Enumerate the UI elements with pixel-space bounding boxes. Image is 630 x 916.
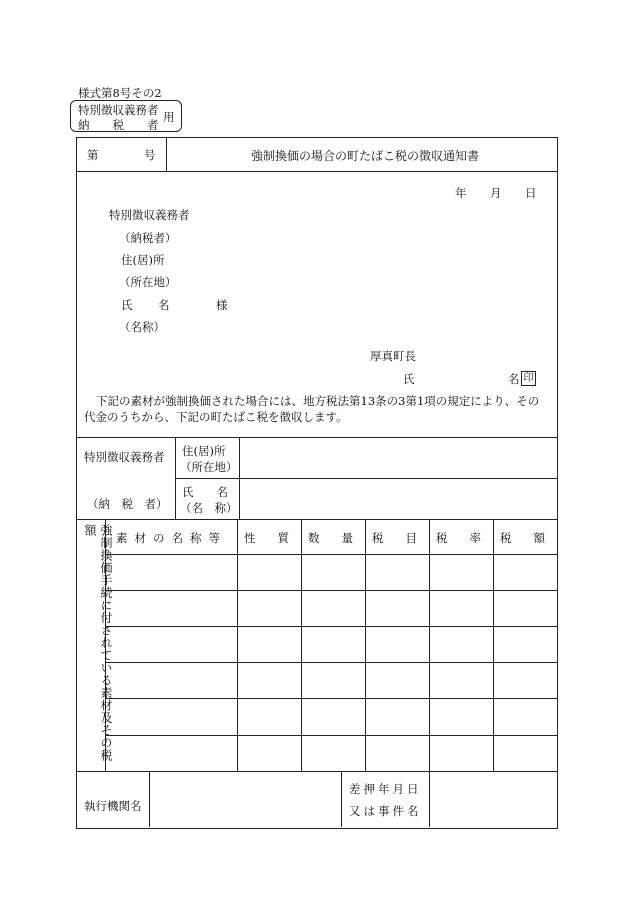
column-header-material [116,530,228,546]
number-prefix: 第 [87,148,99,162]
seizure-label-2: 又は事件名 [349,804,422,818]
addressee-address: 住(居)所 [121,253,165,267]
payer-name-label-2: （名 称） [180,501,238,515]
usage-suffix: 用 [163,110,175,124]
payer-name-label-1: 氏 名 [182,485,228,499]
addressee-honorific: 様 [216,298,228,312]
addressee-name-label-2: 名 [158,298,170,312]
date-month: 月 [490,186,502,200]
issuer-name-label-2: 名 [508,372,520,386]
notice-text-line-1: 下記の素材が強制換価された場合には、地方税法第13条の3第1項の規定により、その [96,394,540,408]
document-title: 強制換価の場合の町たばこ税の徴収通知書 [251,149,480,163]
column-header-tax-amount: 税額 [500,531,567,545]
column-header-material-text: 素材の名称等 [116,531,227,545]
column-header-nature: 性質 [244,531,311,545]
addressee-location: （所在地） [119,275,177,289]
column-header-quantity: 数量 [308,531,375,545]
issuer-name-label: 氏 [403,372,415,386]
addressee-name-label: 氏 [121,298,133,312]
agency-label: 執行機関名 [84,799,142,813]
payer-label-bottom: （納 税 者） [87,497,168,511]
addressee-role: 特別徴収義務者 [109,208,190,222]
addressee-taxpayer: （納税者） [119,231,177,245]
notice-text-line-2: 代金のうちから、下記の町たばこ税を徴収します。 [84,410,348,424]
materials-side-label: 強制換価手続に付されている素材及その税額 [83,524,113,762]
payer-address-label-2: （所在地） [180,460,238,474]
column-header-tax-rate: 税率 [436,531,503,545]
form-number: 様式第8号その2 [78,86,162,100]
number-suffix: 号 [144,148,156,162]
date-day: 日 [525,186,537,200]
payer-address-label-1: 住(居)所 [182,444,226,458]
seal-box: 印 [521,371,536,386]
column-header-tax-item: 税目 [372,531,439,545]
date-year: 年 [455,186,467,200]
usage-line-2: 納 税 者 [78,118,159,132]
usage-line-1: 特別徴収義務者 [78,103,159,117]
seizure-label-1: 差押年月日 [349,782,422,796]
addressee-org-name: （名称） [119,320,165,334]
payer-label-top: 特別徴収義務者 [84,450,165,464]
issuer-title: 厚真町長 [370,349,416,363]
